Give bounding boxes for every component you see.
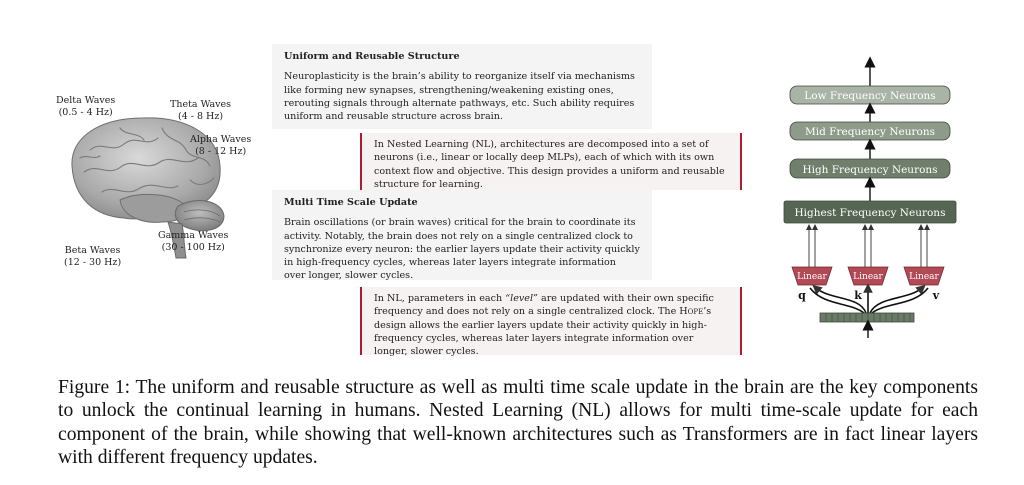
multi-time-scale-box: [272, 190, 652, 280]
hope-name: Hope: [679, 306, 704, 318]
architecture-diagram: [780, 56, 970, 341]
nl-multiscale-note-middle: are updated with their own specific frequency and does not rely on a single centralized clock. The: [374, 293, 714, 318]
multi-time-scale-body: Brain oscillations (or brain waves) critical for the brain to coordinate its activity. Notably, the brain does not rely on a single centralized clock to synchronize every neuron: the earlier layers update their activity quickly in high-frequency cycles, whereas later layers integrate information over longer, slower cycles.: [284, 217, 640, 282]
nl-uniform-note-box: [360, 133, 742, 190]
input-token-strip: [820, 313, 914, 322]
k-letter: k: [854, 289, 862, 302]
uniform-structure-box: [272, 44, 652, 129]
uniform-structure-title: Uniform and Reusable Structure: [284, 51, 460, 62]
linear-k-label: Linear: [853, 272, 883, 282]
figure-caption: Figure 1: The uniform and reusable structure as well as multi time scale update in the brain are the key components to unlock the continual learning in humans. Nested Learning (NL) allows for multi time-scale update for each component of the brain, while showing that well-known architectures such as Transformers are in fact linear layers with different frequency updates.: [58, 377, 978, 469]
alpha-wave-label: Alpha Waves (8 - 12 Hz): [190, 134, 252, 157]
highest-frequency-label: Highest Frequency Neurons: [794, 207, 946, 219]
high-frequency-label: High Frequency Neurons: [802, 164, 938, 176]
multi-time-scale-title: Multi Time Scale Update: [284, 197, 418, 208]
theta-wave-label: Theta Waves (4 - 8 Hz): [170, 99, 232, 122]
linear-v-label: Linear: [909, 272, 939, 282]
brain-figure: [50, 88, 265, 278]
linear-to-block-arrows: [809, 227, 927, 267]
v-letter: v: [932, 289, 940, 302]
nl-uniform-note: In Nested Learning (NL), architectures are decomposed into a set of neurons (i.e., linear or locally deep MLPs), each of which with its own context flow and objective. This design provides a uniform and reusable structure for learning.: [374, 139, 725, 190]
gamma-wave-label: Gamma Waves (30 - 100 Hz): [158, 230, 229, 253]
delta-wave-label: Delta Waves (0.5 - 4 Hz): [56, 95, 116, 118]
mid-frequency-label: Mid Frequency Neurons: [805, 126, 935, 138]
linear-q-label: Linear: [797, 272, 827, 282]
nl-multiscale-note-box: [360, 287, 742, 358]
nl-multiscale-note-prefix: In NL, parameters in each: [374, 293, 506, 304]
nl-multiscale-note-suffix: ’s design allows the earlier layers update their activity quickly in high-frequency cycles, whereas later layers integrate information over longer, slower cycles.: [374, 306, 712, 358]
low-frequency-label: Low Frequency Neurons: [804, 90, 936, 102]
beta-wave-label: Beta Waves (12 - 30 Hz): [64, 245, 122, 268]
uniform-structure-body: Neuroplasticity is the brain’s ability to reorganize itself via mechanisms like forming new synapses, strengthening/weakening existing ones, rerouting signals through alternate pathways, etc. Such ability requires uniform and reusable structure across brain.: [284, 71, 635, 123]
input-curves: [810, 288, 928, 313]
nl-multiscale-note-level: “level”: [505, 293, 538, 304]
q-letter: q: [798, 289, 806, 302]
